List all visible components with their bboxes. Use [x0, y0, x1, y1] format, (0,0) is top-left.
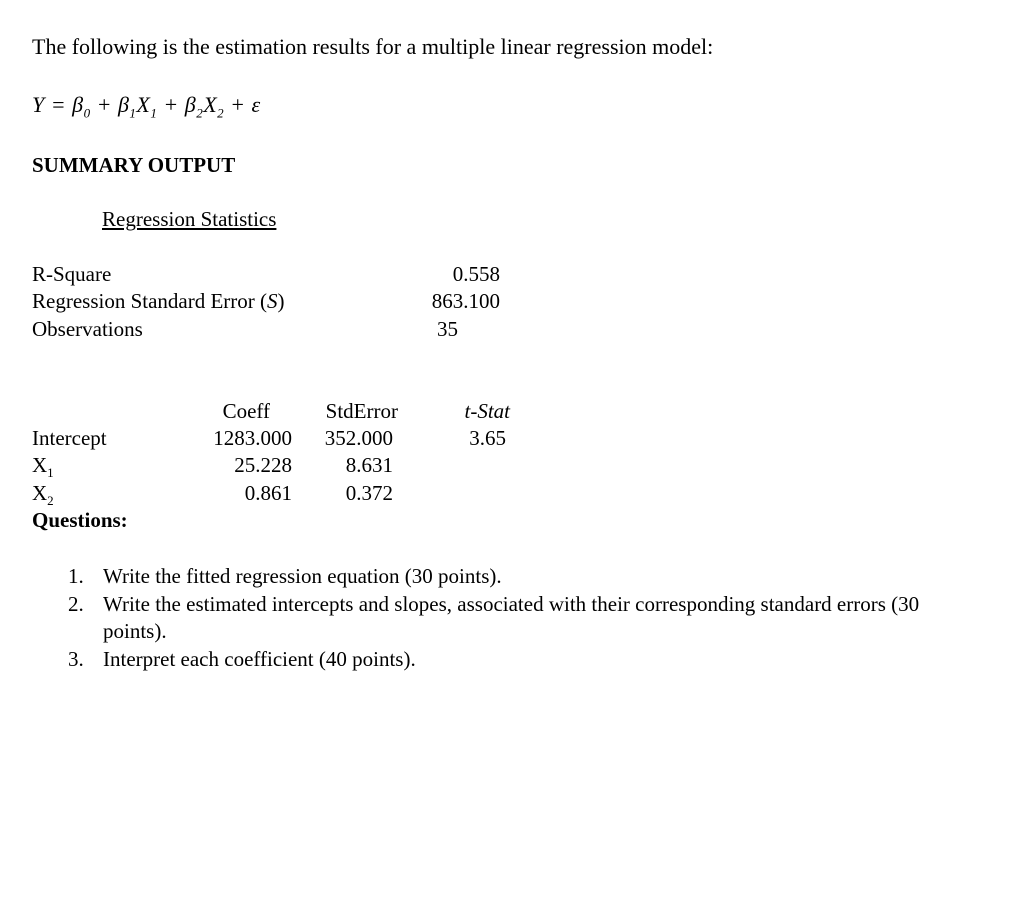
eq-x2-sub: 2: [217, 105, 225, 121]
eq-beta1-sub: 1: [129, 105, 137, 121]
eq-beta0: β: [72, 92, 84, 117]
col-header-stderror: StdError: [325, 399, 398, 423]
stat-label-r-square: R-Square: [32, 262, 112, 286]
stat-value-r-square: 0.558: [452, 262, 500, 286]
stat-label-std-error-s: S: [267, 289, 278, 313]
eq-beta0-sub: 0: [83, 105, 91, 121]
row-label-x1-main: X: [32, 453, 48, 477]
question-item: [60, 646, 960, 674]
eq-beta1: β: [117, 92, 130, 117]
eq-plus2: +: [163, 92, 179, 117]
cell-intercept-coeff: 1283.000: [213, 426, 292, 450]
cell-x1-coeff: 25.228: [234, 453, 292, 477]
stat-label-std-error: [32, 289, 285, 314]
eq-beta2: β: [184, 92, 197, 117]
stat-label-std-error-end: ): [277, 289, 285, 313]
eq-epsilon: ε: [251, 92, 261, 117]
row-label-x2-sub: 2: [47, 493, 54, 509]
questions-title: Questions:: [32, 508, 128, 532]
row-label-x2: [32, 481, 54, 509]
stat-value-std-error: 863.100: [431, 289, 500, 313]
cell-intercept-stderr: 352.000: [324, 426, 393, 450]
regression-statistics-title: Regression Statistics: [102, 207, 277, 231]
question-item: [60, 591, 960, 646]
stat-value-observations: 35: [437, 317, 458, 341]
stat-label-observations: Observations: [32, 317, 143, 341]
eq-lhs: Y: [32, 92, 45, 117]
question-number: 1.: [68, 564, 84, 588]
eq-plus1: +: [96, 92, 112, 117]
questions-list: [60, 563, 960, 673]
eq-x1-sub: 1: [150, 105, 158, 121]
row-label-x1: [32, 453, 54, 481]
question-number: 3.: [68, 646, 84, 671]
question-text: Write the fitted regression equation (30 points).: [103, 564, 502, 588]
eq-beta2-sub: 2: [196, 105, 204, 121]
question-number: 2.: [68, 591, 84, 616]
question-text: Interpret each coefficient (40 points).: [103, 646, 416, 671]
cell-x2-coeff: 0.861: [244, 481, 292, 505]
stat-label-std-error-main: Regression Standard Error (: [32, 289, 268, 313]
cell-x2-stderr: 0.372: [345, 481, 393, 505]
cell-x1-stderr: 8.631: [345, 453, 393, 477]
col-header-tstat: t-Stat: [464, 399, 510, 423]
model-equation: [32, 92, 261, 121]
eq-x2: X: [203, 92, 218, 117]
question-item: [60, 563, 960, 591]
summary-output-title: SUMMARY OUTPUT: [32, 153, 236, 177]
row-label-intercept: Intercept: [32, 426, 107, 450]
col-header-coeff: Coeff: [222, 399, 270, 423]
eq-equals: =: [50, 92, 67, 117]
eq-plus3: +: [230, 92, 246, 117]
cell-intercept-tstat: 3.65: [469, 426, 506, 450]
row-label-x2-main: X: [32, 481, 48, 505]
row-label-x1-sub: 1: [47, 465, 54, 481]
question-text: Write the estimated intercepts and slopes, associated with their corresponding standard errors (30 points).: [103, 591, 920, 643]
eq-x1: X: [136, 92, 151, 117]
intro-text: The following is the estimation results for a multiple linear regression model:: [32, 34, 714, 59]
